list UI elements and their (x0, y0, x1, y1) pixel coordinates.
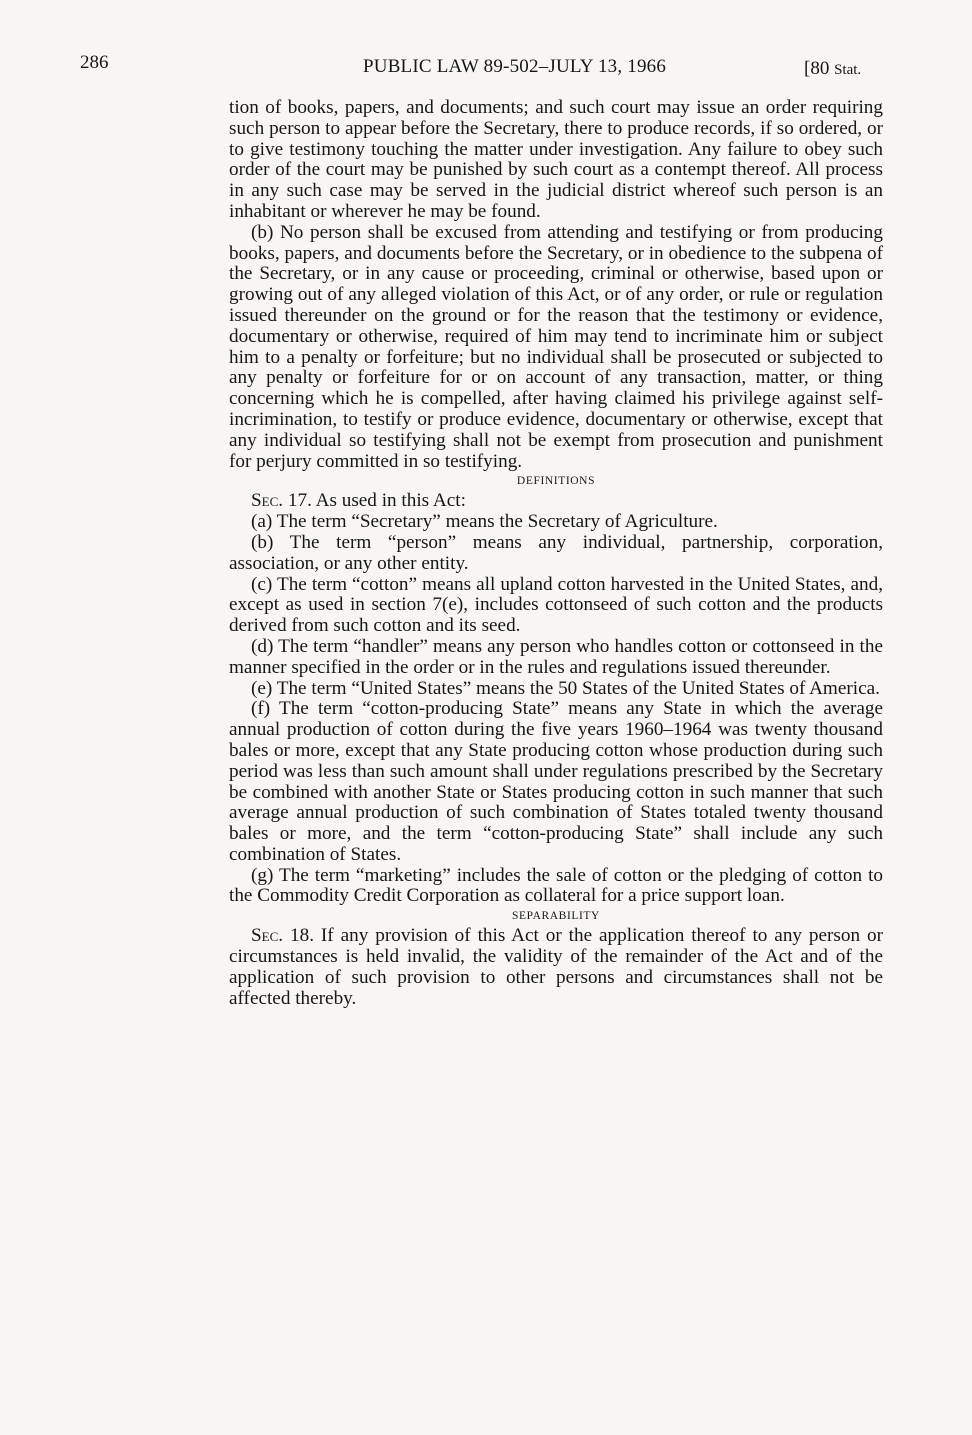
section-17-text: As used in this Act: (311, 490, 466, 512)
definition-e: (e) The term “United States” means the 50 States of the United States of America. (251, 677, 880, 699)
running-head: PUBLIC LAW 89-502–JULY 13, 1966 (363, 56, 667, 77)
separability-heading: SEPARABILITY (512, 910, 600, 923)
definition-c: (c) The term “cotton” means all upland cotton harvested in the United States, and, except as used in section 7(e), includes cottonseed of such cotton and the products derived from such cotton and its seed. (229, 573, 883, 637)
volume-statute: Stat. (834, 62, 862, 78)
section-17 (229, 491, 883, 512)
section-18 (229, 926, 883, 1009)
definition-f: (f) The term “cotton-producing State” means any State in which the average annual production of cotton during the five years 1960–1964 was twenty thousand bales or more, except that any State producing cotton whose production during such period was less than such amount shall under regulations prescribed by the Secretary be combined with another State or States producing cotton in such manner that such average annual production of such combination of States totaled twenty thousand bales or more, and the term “cotton-producing State” shall include any such combination of States. (229, 698, 883, 865)
volume-reference (804, 58, 861, 80)
definition-d: (d) The term “handler” means any person who handles cotton or cottonseed in the manner specified in the order or in the rules and regulations issued thereunder. (229, 635, 883, 678)
definition-g: (g) The term “marketing” includes the sale of cotton or the pledging of cotton to the Commodity Credit Corporation as collateral for a price support loan. (229, 864, 883, 907)
paragraph-continuation: tion of books, papers, and documents; and such court may issue an order requiring such person to appear before the Secretary, there to produce records, if so ordered, or to give testimony touching the matter under investigation. Any failure to obey such order of the court may be punished by such court as a contempt thereof. All process in any such case may be served in the judicial district whereof such person is an inhabitant or wherever he may be found. (229, 97, 883, 222)
definition-b: (b) The term “person” means any individual, partnership, corporation, association, or any other entity. (229, 531, 883, 574)
page-number: 286 (80, 52, 109, 73)
definition-a: (a) The term “Secretary” means the Secretary of Agriculture. (251, 511, 718, 533)
volume-prefix: [80 (804, 58, 835, 79)
section-17-label: Sec. 17. (251, 490, 312, 512)
section-18-text: If any provision of this Act or the application thereof to any person or circumstances is held invalid, the validity of the remainder of the Act and of the application of such provision to other persons and circumstances shall not be affected thereby. (229, 925, 883, 1009)
section-18-label: Sec. 18. (251, 925, 314, 947)
paragraph-b: (b) No person shall be excused from attending and testifying or from producing books, papers, and documents before the Secretary, or in obedience to the subpena of the Secretary, or in any cause or proceeding, criminal or otherwise, based upon or growing out of any alleged violation of this Act, or of any order, or rule or regulation issued thereunder on the ground or for the reason that the testimony or evidence, documentary or otherwise, required of him may tend to incriminate him or subject him to a penalty or forfeiture; but no individual shall be prosecuted or subjected to any penalty or forfeiture for or on account of any transaction, matter, or thing concerning which he is compelled, after having claimed his privilege against self-incrimination, to testify or produce evidence, documentary or otherwise, except that any individual so testifying shall not be exempt from prosecution and punishment for perjury committed in so testifying. (229, 221, 883, 472)
body-text (229, 98, 883, 1009)
definitions-heading: DEFINITIONS (516, 475, 596, 488)
